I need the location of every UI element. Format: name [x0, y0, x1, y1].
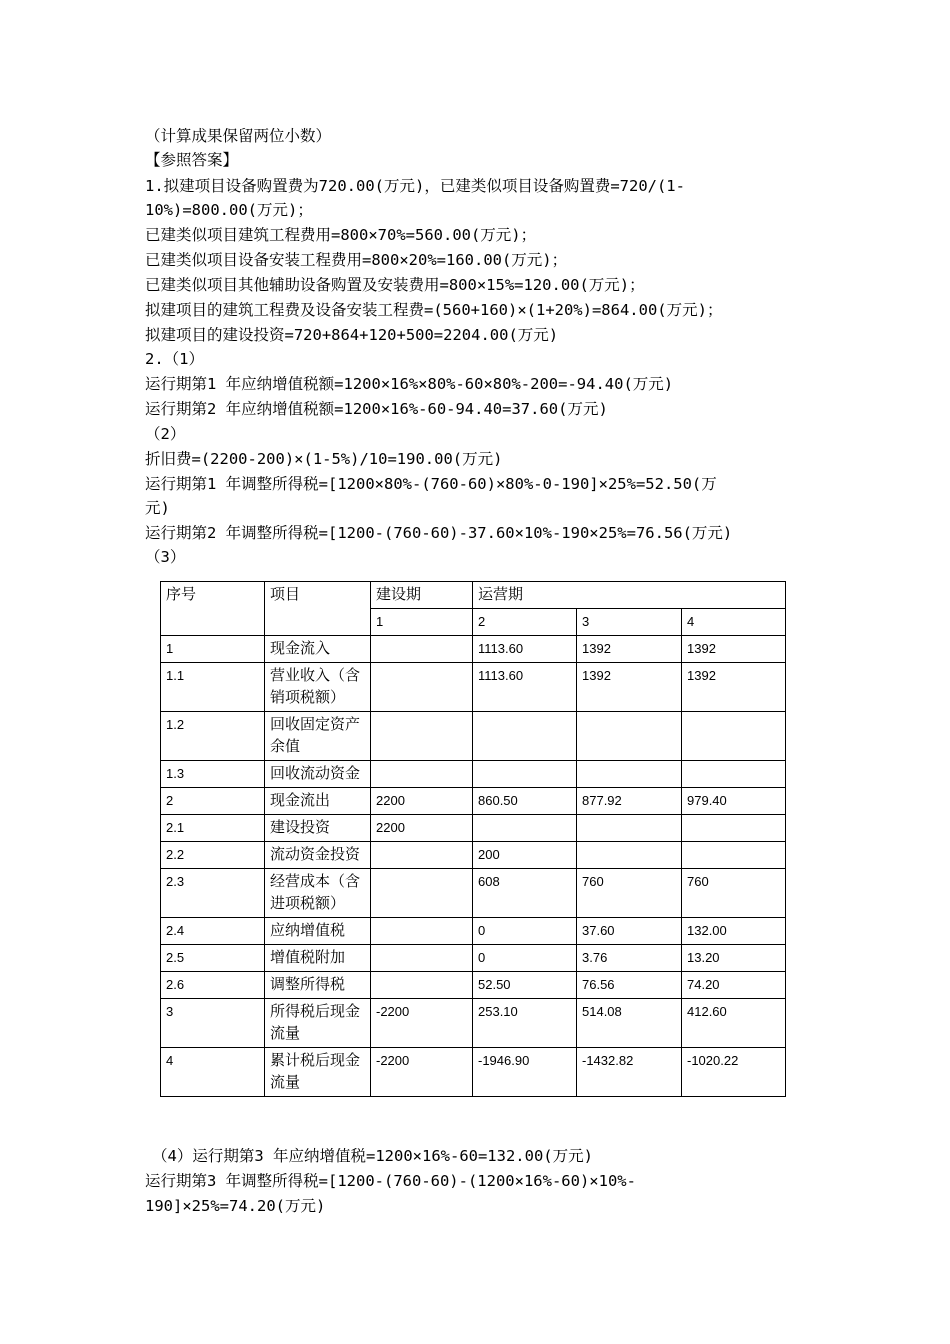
text-line: 运行期第2 年调整所得税=[1200-(760-60)-37.60×10%-190×25%=76.56(万元) — [145, 524, 733, 542]
text-line: 已建类似项目其他辅助设备购置及安装费用=800×15%=120.00(万元)； — [145, 276, 645, 294]
text-line: 运行期第2 年应纳增值税额=1200×16%-60-94.40=37.60(万元) — [145, 400, 608, 418]
item-cell: 现金流入 — [265, 636, 371, 663]
text-line: 运行期第1 年调整所得税=[1200×80%-(760-60)×80%-0-190]×25%=52.50(万 — [145, 475, 717, 493]
value-cell: 412.60 — [682, 999, 786, 1048]
text-line: 190]×25%=74.20(万元) — [145, 1197, 326, 1215]
value-cell: 1392 — [577, 636, 682, 663]
text-line: 拟建项目的建筑工程费及设备安装工程费=(560+160)×(1+20%)=864.00(万元)； — [145, 301, 723, 319]
value-cell: 74.20 — [682, 972, 786, 999]
section-heading: （2） — [145, 425, 186, 443]
row-number-cell: 2.1 — [161, 815, 265, 842]
value-cell: 1113.60 — [473, 663, 577, 712]
value-cell: 0 — [473, 945, 577, 972]
value-cell: 76.56 — [577, 972, 682, 999]
value-cell — [682, 761, 786, 788]
table-row — [161, 663, 786, 712]
value-cell: 0 — [473, 918, 577, 945]
table-header-row — [161, 582, 786, 609]
text-line: 已建类似项目设备安装工程费用=800×20%=160.00(万元)； — [145, 251, 568, 269]
section-heading: 2.（1） — [145, 350, 204, 368]
text-line: 已建类似项目建筑工程费用=800×70%=560.00(万元)； — [145, 226, 537, 244]
value-cell — [682, 712, 786, 761]
text-line: 1.拟建项目设备购置费为720.00(万元)，已建类似项目设备购置费=720/(1- — [145, 177, 685, 195]
value-cell — [577, 815, 682, 842]
value-cell — [473, 815, 577, 842]
value-cell — [577, 712, 682, 761]
value-cell: 877.92 — [577, 788, 682, 815]
item-cell: 调整所得税 — [265, 972, 371, 999]
value-cell — [371, 945, 473, 972]
value-cell — [577, 761, 682, 788]
row-number-cell: 2.6 — [161, 972, 265, 999]
text-line: （4）运行期第3 年应纳增值税=1200×16%-60=132.00(万元) — [152, 1147, 593, 1165]
value-cell — [371, 918, 473, 945]
table-row — [161, 815, 786, 842]
row-number-cell: 2.3 — [161, 869, 265, 918]
period-cell: 4 — [682, 609, 786, 636]
value-cell: 37.60 — [577, 918, 682, 945]
value-cell: 1392 — [682, 636, 786, 663]
value-cell: -2200 — [371, 1048, 473, 1097]
value-cell: 52.50 — [473, 972, 577, 999]
value-cell — [682, 815, 786, 842]
item-cell: 所得税后现金流量 — [265, 999, 371, 1048]
value-cell: 1392 — [577, 663, 682, 712]
table-row — [161, 972, 786, 999]
text-line: 拟建项目的建设投资=720+864+120+500=2204.00(万元) — [145, 326, 559, 344]
table-row — [161, 788, 786, 815]
table-row — [161, 918, 786, 945]
item-cell: 回收流动资金 — [265, 761, 371, 788]
value-cell — [371, 663, 473, 712]
row-number-cell: 2.2 — [161, 842, 265, 869]
text-line: 折旧费=(2200-200)×(1-5%)/10=190.00(万元) — [145, 450, 503, 468]
table-row — [161, 712, 786, 761]
value-cell: 979.40 — [682, 788, 786, 815]
value-cell: 132.00 — [682, 918, 786, 945]
value-cell: 2200 — [371, 788, 473, 815]
note-line: （计算成果保留两位小数） — [145, 127, 332, 145]
row-number-cell: 1.3 — [161, 761, 265, 788]
row-number-cell: 1 — [161, 636, 265, 663]
item-cell: 流动资金投资 — [265, 842, 371, 869]
text-line: 运行期第3 年调整所得税=[1200-(760-60)-(1200×16%-60)×10%- — [145, 1172, 636, 1190]
value-cell — [577, 842, 682, 869]
value-cell: 760 — [577, 869, 682, 918]
value-cell — [371, 842, 473, 869]
item-cell: 经营成本（含进项税额） — [265, 869, 371, 918]
item-cell: 累计税后现金流量 — [265, 1048, 371, 1097]
value-cell — [473, 761, 577, 788]
period-cell: 1 — [371, 609, 473, 636]
table-row — [161, 869, 786, 918]
value-cell: 1392 — [682, 663, 786, 712]
value-cell: -1432.82 — [577, 1048, 682, 1097]
row-number-cell: 4 — [161, 1048, 265, 1097]
value-cell: 608 — [473, 869, 577, 918]
value-cell: 760 — [682, 869, 786, 918]
table-row — [161, 999, 786, 1048]
header-cell: 序号 — [161, 582, 265, 636]
table-row — [161, 761, 786, 788]
cash-flow-table — [160, 581, 786, 1097]
row-number-cell: 2.4 — [161, 918, 265, 945]
row-number-cell: 1.2 — [161, 712, 265, 761]
value-cell: -1946.90 — [473, 1048, 577, 1097]
value-cell: 514.08 — [577, 999, 682, 1048]
table-row — [161, 945, 786, 972]
table-row — [161, 1048, 786, 1097]
value-cell: -2200 — [371, 999, 473, 1048]
section-heading: （3） — [145, 548, 186, 566]
value-cell: -1020.22 — [682, 1048, 786, 1097]
header-cell: 运营期 — [473, 582, 786, 609]
period-cell: 3 — [577, 609, 682, 636]
value-cell — [371, 972, 473, 999]
value-cell — [371, 761, 473, 788]
value-cell: 253.10 — [473, 999, 577, 1048]
item-cell: 建设投资 — [265, 815, 371, 842]
row-number-cell: 2.5 — [161, 945, 265, 972]
item-cell: 回收固定资产余值 — [265, 712, 371, 761]
text-line: 运行期第1 年应纳增值税额=1200×16%×80%-60×80%-200=-94.40(万元) — [145, 375, 674, 393]
value-cell: 13.20 — [682, 945, 786, 972]
text-line: 元) — [145, 499, 170, 517]
row-number-cell: 2 — [161, 788, 265, 815]
value-cell — [371, 636, 473, 663]
header-cell: 项目 — [265, 582, 371, 636]
item-cell: 现金流出 — [265, 788, 371, 815]
header-cell: 建设期 — [371, 582, 473, 609]
value-cell: 2200 — [371, 815, 473, 842]
value-cell — [371, 869, 473, 918]
value-cell — [371, 712, 473, 761]
row-number-cell: 1.1 — [161, 663, 265, 712]
value-cell: 860.50 — [473, 788, 577, 815]
item-cell: 营业收入（含销项税额） — [265, 663, 371, 712]
item-cell: 增值税附加 — [265, 945, 371, 972]
table-row — [161, 636, 786, 663]
table-row — [161, 842, 786, 869]
value-cell — [682, 842, 786, 869]
item-cell: 应纳增值税 — [265, 918, 371, 945]
value-cell — [473, 712, 577, 761]
text-line: 10%)=800.00(万元)； — [145, 201, 313, 219]
value-cell: 200 — [473, 842, 577, 869]
period-cell: 2 — [473, 609, 577, 636]
answer-heading: 【参照答案】 — [145, 151, 239, 169]
value-cell: 1113.60 — [473, 636, 577, 663]
row-number-cell: 3 — [161, 999, 265, 1048]
value-cell: 3.76 — [577, 945, 682, 972]
